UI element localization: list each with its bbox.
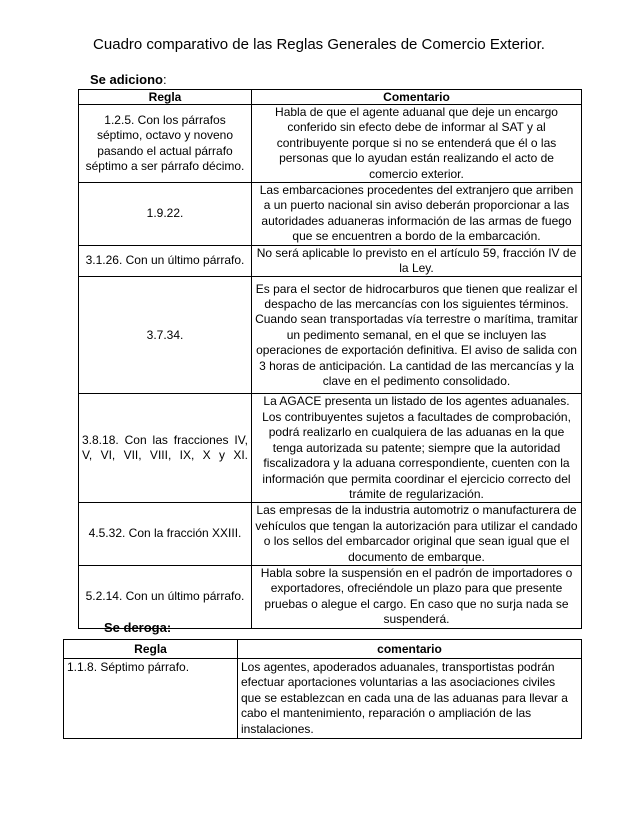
comment-cell: No será aplicable lo previsto en el artículo 59, fracción IV de la Ley. <box>252 245 582 277</box>
table-header-row <box>64 640 582 659</box>
comment-cell: Los agentes, apoderados aduanales, transportistas podrán efectuar aportaciones voluntarias a las asociaciones civiles que se establezcan en cada una de las aduanas para llevar a cabo el mantenimiento, reparación o ampliación de las instalaciones. <box>238 659 582 739</box>
comment-cell: La AGACE presenta un listado de los agentes aduanales. Los contribuyentes sujetos a facultades de comprobación, podrá realizarlo en cualquiera de las aduanas en la que tenga autorizada su patente; siempre que la autoridad fiscalizadora y la aduana correspondiente, cuenten con la información que permita coordinar el ejercicio correcto del trámite de regularización. <box>252 394 582 503</box>
section-heading-colon: : <box>162 72 167 87</box>
comment-cell: Habla sobre la suspensión en el padrón de importadores o exportadores, ofreciéndole un plazo para que presente pruebas o alegue el cargo. En caso que no surja nada se suspenderá. <box>252 565 582 628</box>
section-heading-added <box>90 72 167 87</box>
page-title: Cuadro comparativo de las Reglas Generales de Comercio Exterior. <box>93 36 545 53</box>
comment-cell: Es para el sector de hidrocarburos que tienen que realizar el despacho de las mercancías con los siguientes términos. Cuando sean transportadas vía terrestre o marítima, tramitar un pedimento semanal, en el que se incluyen las operaciones de exportación definitiva. El aviso de salida con 3 horas de anticipación. La cantidad de las mercancías y la clave en el pedimento consolidado. <box>252 277 582 394</box>
table-row <box>79 503 582 566</box>
table-row <box>64 659 582 739</box>
comment-cell: Habla de que el agente aduanal que deje un encargo conferido sin efecto debe de informar al SAT y al contribuyente porque si no se entenderá que él o las personas que lo ayudan están realizando el acto de comercio exterior. <box>252 105 582 183</box>
table-header-row <box>79 90 582 105</box>
comment-cell: Las empresas de la industria automotriz o manufacturera de vehículos que tengan la autorización para utilizar el candado o los sellos del embarcador original que sean igual que el documento de embarque. <box>252 503 582 566</box>
section-heading-repealed: Se deroga: <box>104 620 172 635</box>
table-row <box>79 277 582 394</box>
section-heading-added-text: Se adiciono <box>90 72 163 87</box>
rule-cell: 3.7.34. <box>79 277 252 394</box>
comment-cell: Las embarcaciones procedentes del extranjero que arriben a un puerto nacional sin aviso deberán proporcionar a las autoridades aduaneras información de las armas de fuego que se encuentren a bordo de la embarcación. <box>252 183 582 246</box>
column-header-rule: Regla <box>64 640 238 659</box>
table-row <box>79 394 582 503</box>
table-row <box>79 105 582 183</box>
column-header-rule: Regla <box>79 90 252 105</box>
added-rules-table <box>78 89 582 629</box>
rule-cell: 1.9.22. <box>79 183 252 246</box>
rule-cell: 3.1.26. Con un último párrafo. <box>79 245 252 277</box>
table-row <box>79 183 582 246</box>
rule-cell: 3.8.18. Con las fracciones IV, V, VI, VII, VIII, IX, X y XI. <box>79 394 252 503</box>
column-header-comment: Comentario <box>252 90 582 105</box>
table-row <box>79 245 582 277</box>
rule-cell: 1.2.5. Con los párrafos séptimo, octavo y noveno pasando el actual párrafo séptimo a ser párrafo décimo. <box>79 105 252 183</box>
column-header-comment: comentario <box>238 640 582 659</box>
rule-cell: 5.2.14. Con un último párrafo. <box>79 565 252 628</box>
rule-cell: 4.5.32. Con la fracción XXIII. <box>79 503 252 566</box>
repealed-rules-table <box>63 639 582 739</box>
rule-cell: 1.1.8. Séptimo párrafo. <box>64 659 238 739</box>
table-row <box>79 565 582 628</box>
